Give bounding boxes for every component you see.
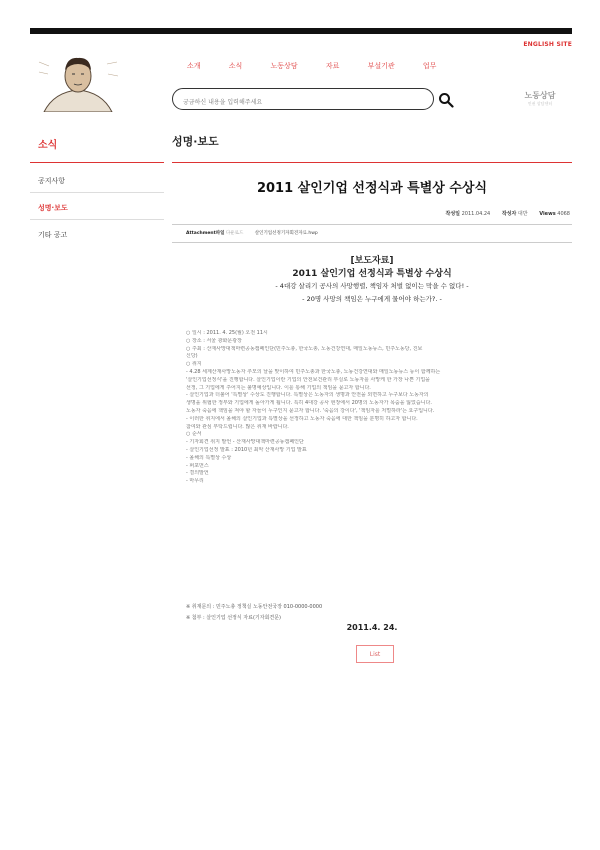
body-line: ○ 일시 : 2011. 4. 25(월) 오전 11시 <box>186 330 268 336</box>
body-line: 참여와 관심 부탁드립니다. 많은 취재 바랍니다. <box>186 423 289 430</box>
views-count: 4068 <box>557 211 570 217</box>
attachment-divider-top <box>172 224 572 225</box>
body-line: 노동자 죽음에 책임을 져야 할 자들이 누구인지 묻고자 합니다. '죽음의 강이다', '책임자를 처벌하라'는 요구입니다. <box>186 407 435 414</box>
section-divider <box>172 162 572 163</box>
nav-item-affiliates[interactable]: 부설기관 <box>367 62 395 70</box>
sidebar-separator <box>30 219 164 220</box>
counsel-link[interactable] <box>518 90 562 107</box>
body-line: '살인기업선정식'을 진행합니다. 살인기업이란 기업의 안전보건관리 부실로 노동자를 사망케 한 가장 나쁜 기업을 <box>186 376 431 383</box>
body-line: - 올해의 특별상 수상 <box>186 454 232 461</box>
body-line: - 살인기업과 더불어 '특별상' 수상도 진행합니다. 특별상은 노동자의 생명과 안전을 외면하고 누구보다 노동자의 <box>186 392 429 399</box>
search-box <box>172 88 434 110</box>
body-line: - 결의발언 <box>186 470 209 477</box>
body-line: - 이러한 취지에서 올해의 살인기업과 특별상을 선정하고 노동자 죽음에 대한 책임을 분명히 하고자 합니다. <box>186 415 418 422</box>
date-label: 작성일 <box>445 211 460 217</box>
attachment-label: Attachment파일 <box>186 231 225 236</box>
author-name: 대반 <box>517 211 528 217</box>
body-line: 선정, 그 기업에게 주어지는 불명예상입니다. 이를 통해 기업의 책임을 묻고자 합니다. <box>186 384 371 391</box>
article-footer-date: 2011.4. 24. <box>346 623 398 632</box>
section-title: 성명·보도 <box>172 135 219 148</box>
body-line: 생명을 위협한 정부와 기업에게 돌아가게 됩니다. 특히 4대강 공사 현장에서 20명의 노동자가 목숨을 잃었습니다. <box>186 400 432 407</box>
nav-item-news[interactable]: 소식 <box>228 62 243 70</box>
article-body <box>186 330 566 486</box>
english-site-link[interactable]: ENGLISH SITE <box>523 41 572 48</box>
logo-portrait-icon[interactable] <box>34 52 122 112</box>
nav-item-about[interactable]: 소개 <box>187 62 201 70</box>
counsel-label: 노동상담 <box>524 91 556 100</box>
article-notes <box>186 602 322 624</box>
sidebar-item-other[interactable]: 기타 공고 <box>38 231 68 239</box>
author-label: 작성자 <box>501 211 517 217</box>
sidebar-item-press[interactable]: 성명·보도 <box>38 204 68 212</box>
list-button[interactable]: List <box>356 645 394 663</box>
views-label: Views <box>539 211 556 217</box>
body-line: ○ 취지 <box>186 361 202 368</box>
body-line: - 마무리 <box>186 478 204 485</box>
body-line: - 4.28 세계산재사망노동자 추모의 날을 맞이하여 민주노총과 한국노총, 노동건강연대와 매일노동뉴스 등이 함께하는 <box>186 368 441 375</box>
press-release-title: 2011 살인기업 선정식과 특별상 수상식 <box>292 269 452 279</box>
sidebar-separator <box>30 192 164 193</box>
top-bar <box>30 28 572 34</box>
body-line: ○ 장소 : 서울 광화문광장 <box>186 337 242 344</box>
counsel-sublabel: 인권 상담센터 <box>527 101 553 106</box>
press-release-label: [보도자료] <box>350 256 394 266</box>
note-line: ※ 첨부 : 살인기업 선정식 자료(기자회견문) <box>186 615 282 621</box>
article-meta <box>446 210 571 217</box>
attachment-row <box>186 230 318 236</box>
note-line: ※ 취재문의 : 민주노총 정책실 노동안전국장 010-0000-0000 <box>186 604 323 610</box>
body-line: - 퍼포먼스 <box>186 462 209 469</box>
sidebar-item-notices[interactable]: 공지사항 <box>38 177 66 185</box>
article-title: 2011 살인기업 선정식과 특별상 수상식 <box>256 181 488 196</box>
main-nav <box>187 61 462 71</box>
sidebar-divider <box>30 162 164 163</box>
body-line: - 기자회견 취지 발언 - 산재사망대책마련공동캠페인단 <box>186 439 304 446</box>
press-release-subtitle: - 4대강 살리기 공사의 사망행렬, 책임자 처벌 없이는 막을 수 없다! - <box>275 282 469 290</box>
body-line: ○ 주최 : 산재사망대책마련공동캠페인단(민주노총, 한국노총, 노동건강연대, 매일노동뉴스, 민주노동당, 진보 <box>186 345 423 352</box>
search-icon[interactable] <box>438 92 454 108</box>
post-date: 2011.04.24 <box>461 211 491 217</box>
press-release-subtitle: - 20명 사망의 책임은 누구에게 물어야 하는가?. - <box>302 295 442 303</box>
nav-item-resources[interactable]: 자료 <box>325 62 340 70</box>
attachment-sublabel: 다운로드 <box>225 231 244 236</box>
nav-item-work[interactable]: 업무 <box>422 62 437 70</box>
attachment-divider-bottom <box>172 242 572 243</box>
sidebar-title: 소식 <box>38 140 58 151</box>
nav-item-counsel[interactable]: 노동상담 <box>270 62 298 70</box>
body-line: - 살인기업선정 발표 : 2010년 최악 산재사망 기업 발표 <box>186 446 307 453</box>
attachment-file-link[interactable]: 살인기업선정기자회견자료.hwp <box>254 231 318 236</box>
body-line: 신당) <box>186 353 198 360</box>
body-line: ○ 순서 <box>186 431 202 438</box>
search-input[interactable] <box>181 98 415 107</box>
